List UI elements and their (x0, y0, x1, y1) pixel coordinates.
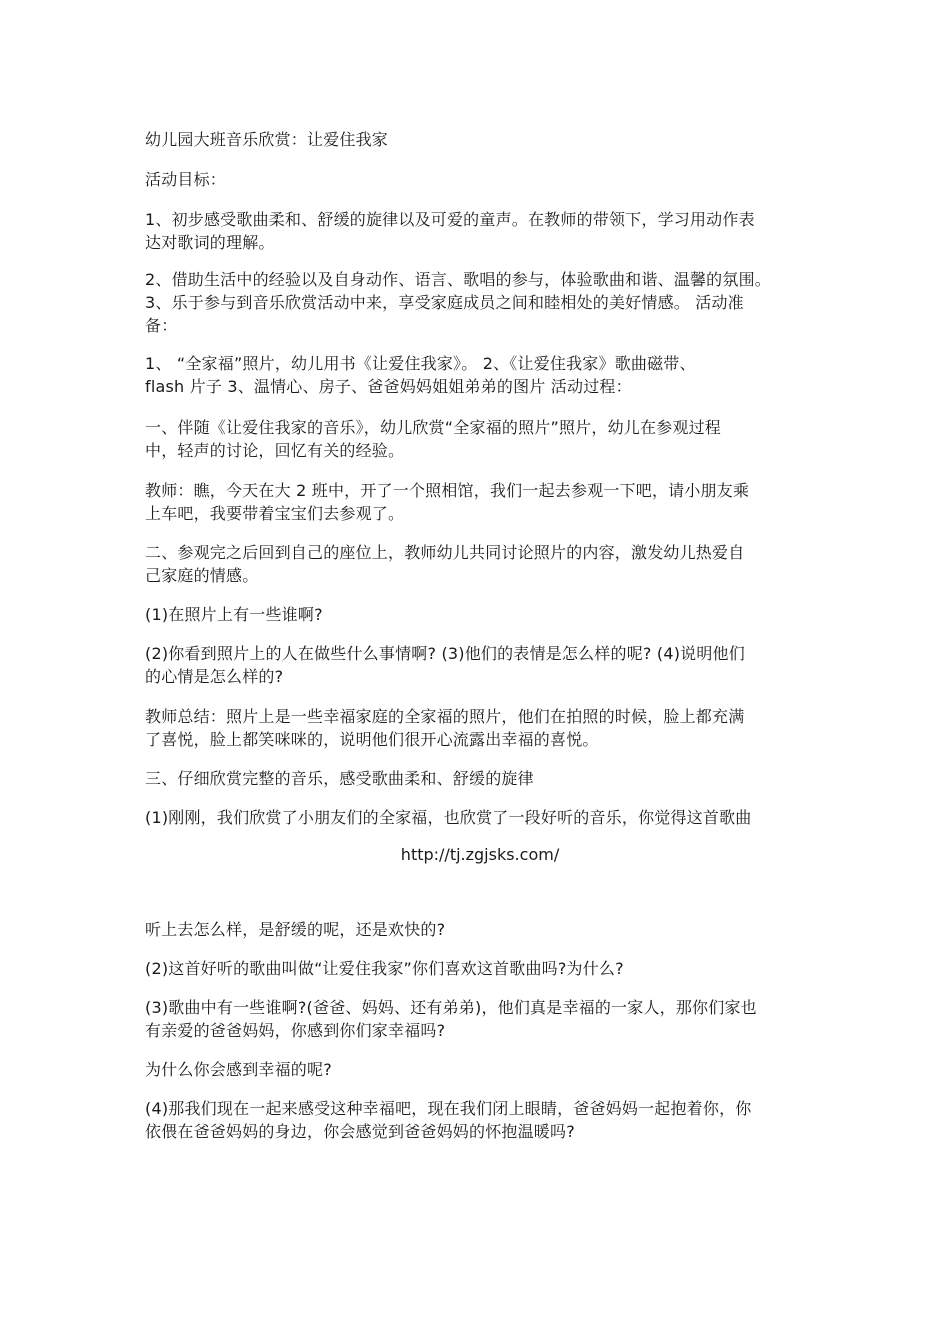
paragraph-line: 教师总结：照片上是一些幸福家庭的全家福的照片，他们在拍照的时候，脸上都充满 (145, 707, 745, 726)
teacher-summary-paragraph (145, 705, 810, 751)
goals-heading-text: 活动目标： (145, 170, 227, 189)
title-text: 幼儿园大班音乐欣赏：让爱住我家 (145, 130, 389, 149)
footer-url (0, 843, 950, 866)
url-text: http://tj.zgjsks.com/ (400, 845, 560, 864)
paragraph-line: (1)在照片上有一些谁啊? (145, 605, 323, 624)
question-2-4-paragraph (145, 642, 810, 688)
goal-1-paragraph (145, 208, 810, 254)
paragraph-line: (1)刚刚，我们欣赏了小朋友们的全家福，也欣赏了一段好听的音乐，你觉得这首歌曲 (145, 808, 752, 827)
why-happy-paragraph (145, 1058, 810, 1081)
paragraph-line: 三、仔细欣赏完整的音乐，感受歌曲柔和、舒缓的旋律 (145, 769, 534, 788)
paragraph-line: 为什么你会感到幸福的呢? (145, 1060, 332, 1079)
paragraph-line: 一、伴随《让爱住我家的音乐》，幼儿欣赏“全家福的照片”照片，幼儿在参观过程 (145, 418, 721, 437)
paragraph-line: 1、 “全家福”照片，幼儿用书《让爱住我家》。 2、《让爱住我家》歌曲磁带、 (145, 354, 696, 373)
question-1-paragraph (145, 603, 810, 626)
paragraph-line: (2)这首好听的歌曲叫做“让爱住我家”你们喜欢这首歌曲吗?为什么? (145, 959, 624, 978)
process-step-2-paragraph (145, 541, 810, 587)
question-4-music-paragraph (145, 1097, 810, 1143)
paragraph-line: (4)那我们现在一起来感受这种幸福吧，现在我们闭上眼睛，爸爸妈妈一起抱着你，你 (145, 1099, 752, 1118)
paragraph-line: (3)歌曲中有一些谁啊?(爸爸、妈妈、还有弟弟)，他们真是幸福的一家人，那你们家也 (145, 998, 757, 1017)
paragraph-line: 有亲爱的爸爸妈妈，你感到你们家幸福吗? (145, 1021, 446, 1040)
paragraph-line: 2、借助生活中的经验以及自身动作、语言、歌唱的参与，体验歌曲和谐、温馨的氛围。 (145, 270, 771, 289)
question-3-music-paragraph (145, 996, 810, 1042)
paragraph-line: 备： (145, 316, 178, 335)
paragraph-line: 中，轻声的讨论，回忆有关的经验。 (145, 441, 405, 460)
document-title (145, 128, 810, 151)
process-step-3-paragraph (145, 767, 810, 790)
paragraph-line: 教师：瞧，今天在大 2 班中，开了一个照相馆，我们一起去参观一下吧，请小朋友乘 (145, 481, 750, 500)
question-1-music-paragraph (145, 806, 810, 829)
preparation-paragraph (145, 352, 810, 398)
paragraph-line: 1、初步感受歌曲柔和、舒缓的旋律以及可爱的童声。在教师的带领下，学习用动作表 (145, 210, 755, 229)
paragraph-line: 3、乐于参与到音乐欣赏活动中来，享受家庭成员之间和睦相处的美好情感。 活动准 (145, 293, 744, 312)
paragraph-line: 听上去怎么样，是舒缓的呢，还是欢快的? (145, 920, 446, 939)
paragraph-line: 了喜悦，脸上都笑咪咪的，说明他们很开心流露出幸福的喜悦。 (145, 730, 599, 749)
teacher-paragraph (145, 479, 810, 525)
paragraph-line: 上车吧，我要带着宝宝们去参观了。 (145, 504, 405, 523)
paragraph-line: 二、参观完之后回到自己的座位上，教师幼儿共同讨论照片的内容，激发幼儿热爱自 (145, 543, 745, 562)
paragraph-line: (2)你看到照片上的人在做些什么事情啊? (3)他们的表情是怎么样的呢? (4)说明他们 (145, 644, 745, 663)
goal-2-3-paragraph (145, 268, 810, 337)
continuation-paragraph (145, 918, 810, 941)
paragraph-line: 达对歌词的理解。 (145, 233, 275, 252)
process-step-1-paragraph (145, 416, 810, 462)
paragraph-line: 依偎在爸爸妈妈的身边，你会感觉到爸爸妈妈的怀抱温暖吗? (145, 1122, 575, 1141)
paragraph-line: 己家庭的情感。 (145, 566, 259, 585)
paragraph-line: 的心情是怎么样的? (145, 667, 284, 686)
question-2-music-paragraph (145, 957, 810, 980)
paragraph-line: flash 片子 3、温情心、房子、爸爸妈妈姐姐弟弟的图片 活动过程： (145, 377, 632, 396)
goals-heading (145, 168, 810, 191)
